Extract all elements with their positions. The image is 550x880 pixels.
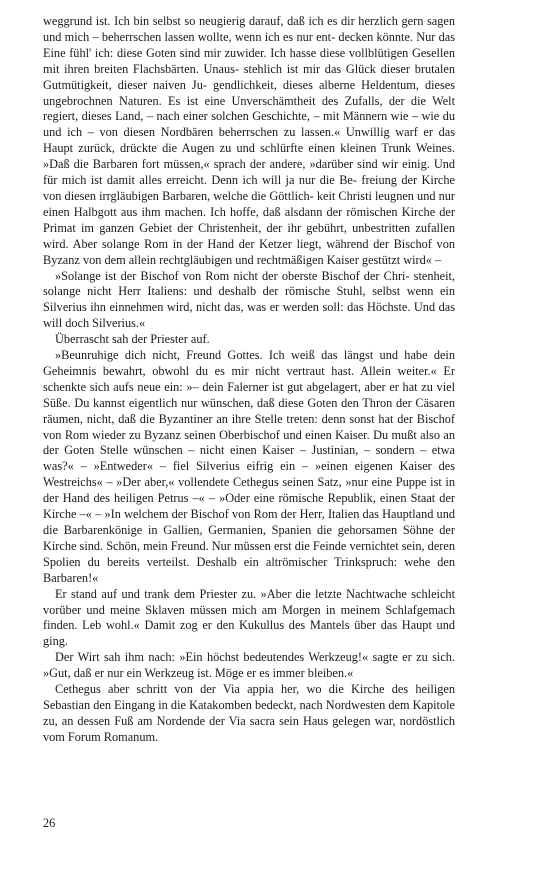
paragraph-5: Er stand auf und trank dem Priester zu. »Aber die letzte Nachtwache schleicht vorüber und meine Sklaven müssen mich am Morgen in meinem Schlafgemach finden. Leb wohl.« Damit zog er den Kukullus des Mantels über das Haupt und ging. (43, 586, 455, 649)
paragraph-7: Cethegus aber schritt von der Via appia her, wo die Kirche des heiligen Sebastian den Eingang in die Katakomben bedeckt, nach Nordwesten dem Kapitole zu, an dessen Fuß am Nordende der Via sacra sein Haus gelegen war, nordöstlich vom Forum Romanum. (43, 682, 455, 744)
paragraph-3: Überrascht sah der Priester auf. (55, 332, 210, 347)
paragraph-2: »Solange ist der Bischof von Rom nicht der oberste Bischof der Chri- stenheit, solange nicht Herr Italiens: und deshalb der römische Stuhl, selbst wenn ein Silverius ihn einnehmen wird, nicht das, was er werden soll: das Höchste. Und das will doch Silverius.« (43, 268, 455, 331)
book-page-text (43, 14, 455, 746)
paragraph-4: »Beunruhige dich nicht, Freund Gottes. Ich weiß das längst und habe dein Geheimnis bewahrt, obwohl du es mir nicht vertraut hast. Allein weiter.« Er schenkte sich aufs neue ein: »– dein Falerner ist gut abgelagert, aber er hat zu viel Süße. Du kannst eigentlich nur wünschen, daß diese Goten den Thron der Cäsaren räumen, nicht, daß die Byzantiner an ihre Stelle treten: denn sonst hat der Bischof von Rom wieder zu Byzanz seinen Oberbischof und einen Kaiser. Du mußt also an der Goten Stelle wünschen – nicht einen Kaiser – Justinian, – sondern – etwa was?« – »Entweder« – fiel Silverius eifrig ein – »einen eigenen Kaiser des Westreichs« – »Der aber,« vollendete Cethegus seinen Satz, »nur eine Puppe ist in der Hand des heiligen Petrus –« – »Oder eine römische Republik, einen Staat der Kirche –« – »In welchem der Bischof von Rom der Herr, Italien das Hauptland und die Barbarenkönige in Gallien, Germanien, Spanien die gehorsamen Söhne der Kirche sind. Schön, mein Freund. Nur müssen erst die Feinde vernichtet sein, deren Spolien du bereits verteilst. Deshalb ein altrömischer Trinkspruch: wehe den Barbaren!« (43, 348, 455, 585)
paragraph-6: Der Wirt sah ihm nach: »Ein höchst bedeutendes Werkzeug!« sagte er zu sich. »Gut, daß er nur ein Werkzeug ist. Möge er es immer bleiben.« (43, 650, 455, 681)
paragraph-1: weggrund ist. Ich bin selbst so neugierig darauf, daß ich es dir herzlich gern sagen und mich – beherrschen lassen wollte, wenn ich es nur ent- decken könnte. Nur das Eine fühl' ich: diese Goten sind mir zuwider. Ich hasse diese vollblütigen Gesellen mit ihren breiten Flachsbärten. Unaus- stehlich ist mir das Glück dieser brutalen Gutmütigkeit, dieser naiven Ju- gendlichkeit, dieses alberne Heldentum, dieses ungebrochnen Naturen. Es ist eine Unverschämtheit des Zufalls, der die Welt regiert, dieses Land, – nach einer solchen Geschichte, – mit Männern wie – wie du und ich – von diesen Nordbären beherrschen zu lassen.« Unwillig warf er das Haupt zurück, drückte die Augen zu und schlürfte einen kleinen Trunk Weines. »Daß die Barbaren fort müssen,« sprach der andere, »darüber sind wir einig. Und für mich ist damit alles erreicht. Denn ich will ja nur die Be- freiung der Kirche von diesen irrgläubigen Barbaren, welche die Göttlich- keit Christi leugnen und nur einen Halbgott aus ihm machen. Ich hoffe, daß alsdann der römischen Kirche der Primat im ganzen Gebiet der Christenheit, der ihr gebührt, unbestritten zufallen wird. Aber solange Rom in der Hand der Ketzer liegt, während der Bischof von Byzanz von dem allein rechtgläubigen und rechtmäßigen Kaiser gestützt wird« – (43, 14, 455, 267)
page-number: 26 (43, 816, 56, 830)
